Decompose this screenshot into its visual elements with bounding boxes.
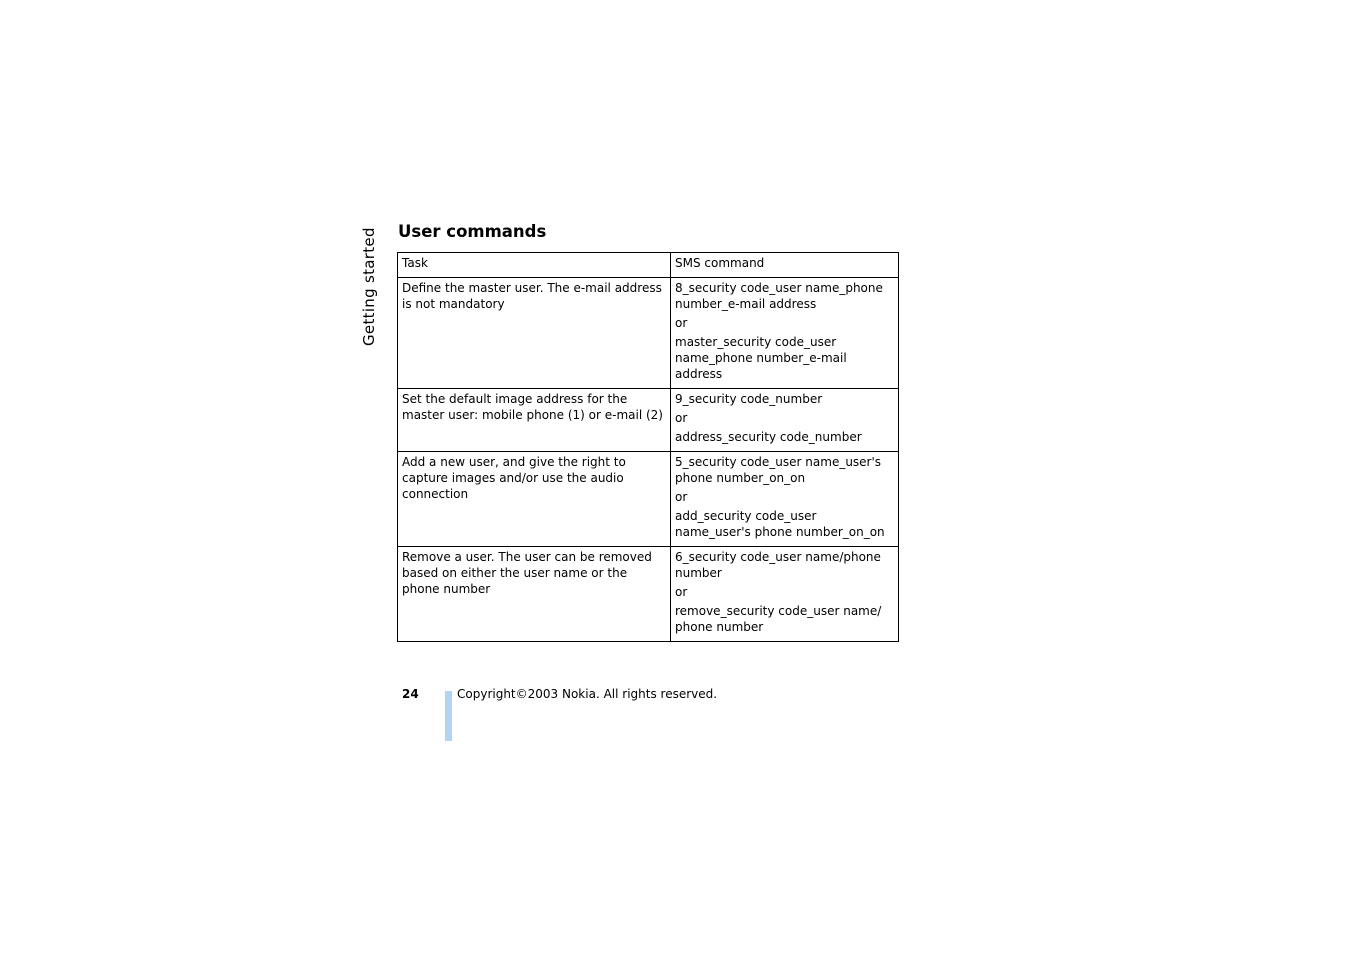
sms-or-text: or [675, 585, 688, 599]
table-row [398, 278, 899, 389]
sms-command-text: address_security code_number [675, 430, 862, 444]
task-cell: Add a new user, and give the right to capture images and/or use the audio connection [398, 452, 671, 547]
sms-command-text: remove_security code_user name/ phone number [675, 604, 882, 634]
section-title: User commands [398, 222, 547, 241]
side-section-tab [356, 226, 382, 346]
sms-command-text: 5_security code_user name_user's phone number_on_on [675, 455, 882, 485]
copyright-notice: Copyright©2003 Nokia. All rights reserved. [457, 687, 718, 701]
user-commands-table [397, 252, 899, 642]
task-cell: Remove a user. The user can be removed based on either the user name or the phone number [398, 547, 671, 642]
task-cell: Define the master user. The e-mail address is not mandatory [398, 278, 671, 389]
sms-command-text: add_security code_user name_user's phone number_on_on [675, 509, 885, 539]
side-section-label: Getting started [360, 227, 378, 346]
table-row [398, 452, 899, 547]
sms-command-text: master_security code_user name_phone number_e-mail address [675, 335, 847, 381]
footer-accent-bar [445, 691, 452, 741]
sms-command-cell [671, 547, 899, 642]
sms-command-text: 8_security code_user name_phone number_e-mail address [675, 281, 883, 311]
sms-or-text: or [675, 316, 688, 330]
sms-or-text: or [675, 490, 688, 504]
table-row [398, 389, 899, 452]
header-sms-command: SMS command [671, 253, 899, 278]
header-task: Task [398, 253, 671, 278]
sms-command-cell [671, 389, 899, 452]
table-header-row [398, 253, 899, 278]
page-number: 24 [402, 687, 419, 701]
sms-command-cell [671, 452, 899, 547]
sms-command-text: 9_security code_number [675, 392, 823, 406]
task-cell: Set the default image address for the master user: mobile phone (1) or e-mail (2) [398, 389, 671, 452]
table-row [398, 547, 899, 642]
sms-command-cell [671, 278, 899, 389]
sms-command-text: 6_security code_user name/phone number [675, 550, 881, 580]
sms-or-text: or [675, 411, 688, 425]
